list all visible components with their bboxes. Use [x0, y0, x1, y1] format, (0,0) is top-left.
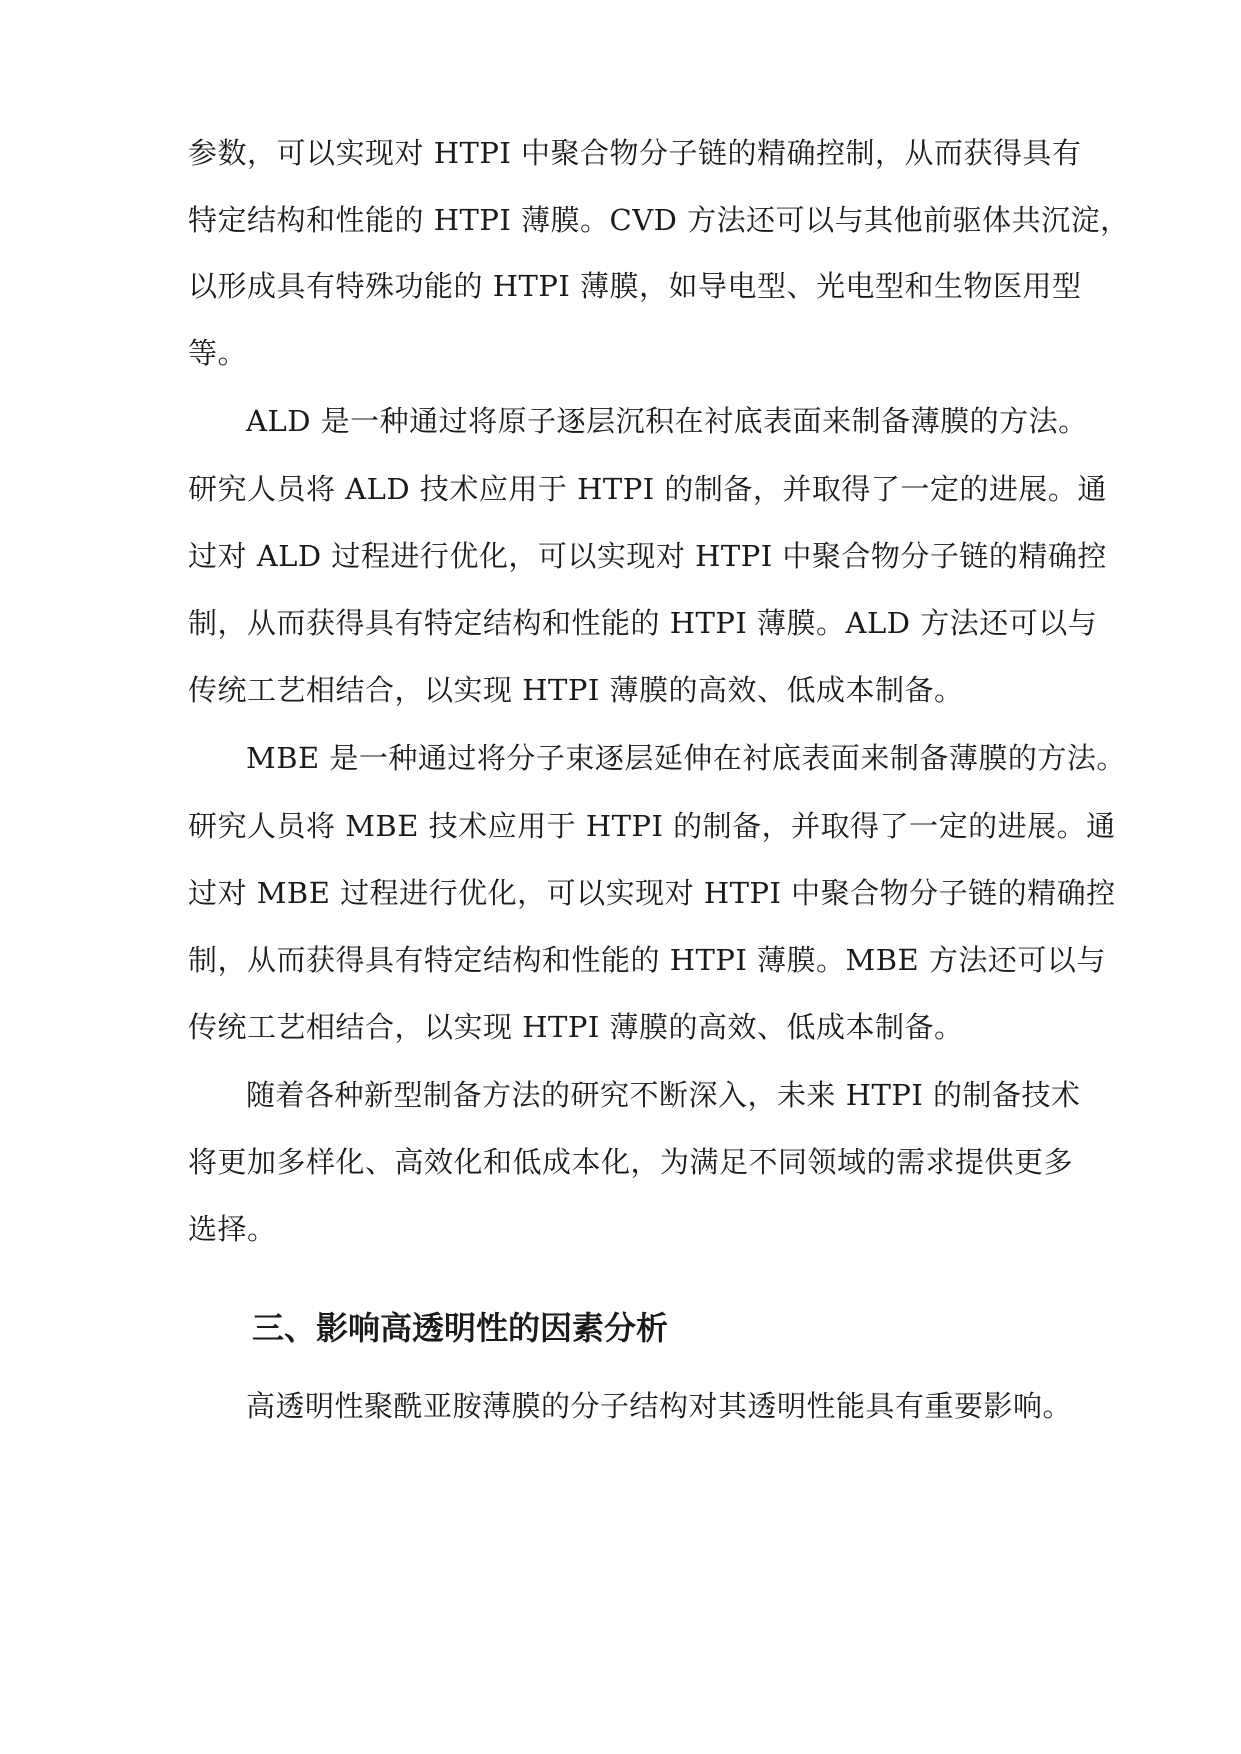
paragraph-1-line-3: 以形成具有特殊功能的 HTPI 薄膜，如导电型、光电型和生物医用型	[188, 269, 1082, 303]
paragraph-4-line-1: 随着各种新型制备方法的研究不断深入，未来 HTPI 的制备技术	[246, 1078, 1081, 1112]
paragraph-2-line-2: 研究人员将 ALD 技术应用于 HTPI 的制备，并取得了一定的进展。通	[188, 472, 1107, 506]
paragraph-2-line-4: 制，从而获得具有特定结构和性能的 HTPI 薄膜。ALD 方法还可以与	[188, 606, 1098, 640]
paragraph-2-line-3: 过对 ALD 过程进行优化，可以实现对 HTPI 中聚合物分子链的精确控	[188, 539, 1107, 573]
final-paragraph-line-1: 高透明性聚酰亚胺薄膜的分子结构对其透明性能具有重要影响。	[246, 1389, 1073, 1423]
paragraph-4-line-3: 选择。	[188, 1212, 277, 1246]
paragraph-3-line-2: 研究人员将 MBE 技术应用于 HTPI 的制备，并取得了一定的进展。通	[188, 809, 1116, 843]
paragraph-3-line-4: 制，从而获得具有特定结构和性能的 HTPI 薄膜。MBE 方法还可以与	[188, 943, 1106, 977]
paragraph-1-line-4: 等。	[188, 336, 248, 370]
paragraph-4-line-2: 将更加多样化、高效化和低成本化，为满足不同领域的需求提供更多	[188, 1145, 1074, 1179]
paragraph-2-line-5: 传统工艺相结合，以实现 HTPI 薄膜的高效、低成本制备。	[188, 673, 964, 707]
paragraph-3-line-1: MBE 是一种通过将分子束逐层延伸在衬底表面来制备薄膜的方法。	[246, 741, 1126, 775]
paragraph-1-line-2: 特定结构和性能的 HTPI 薄膜。CVD 方法还可以与其他前驱体共沉淀，	[188, 203, 1130, 237]
section-heading: 三、影响高透明性的因素分析	[252, 1309, 669, 1347]
paragraph-1-line-1: 参数，可以实现对 HTPI 中聚合物分子链的精确控制，从而获得具有	[188, 136, 1082, 170]
paragraph-3-line-5: 传统工艺相结合，以实现 HTPI 薄膜的高效、低成本制备。	[188, 1010, 964, 1044]
paragraph-3-line-3: 过对 MBE 过程进行优化，可以实现对 HTPI 中聚合物分子链的精确控	[188, 876, 1116, 910]
paragraph-2-line-1: ALD 是一种通过将原子逐层沉积在衬底表面来制备薄膜的方法。	[246, 404, 1088, 438]
